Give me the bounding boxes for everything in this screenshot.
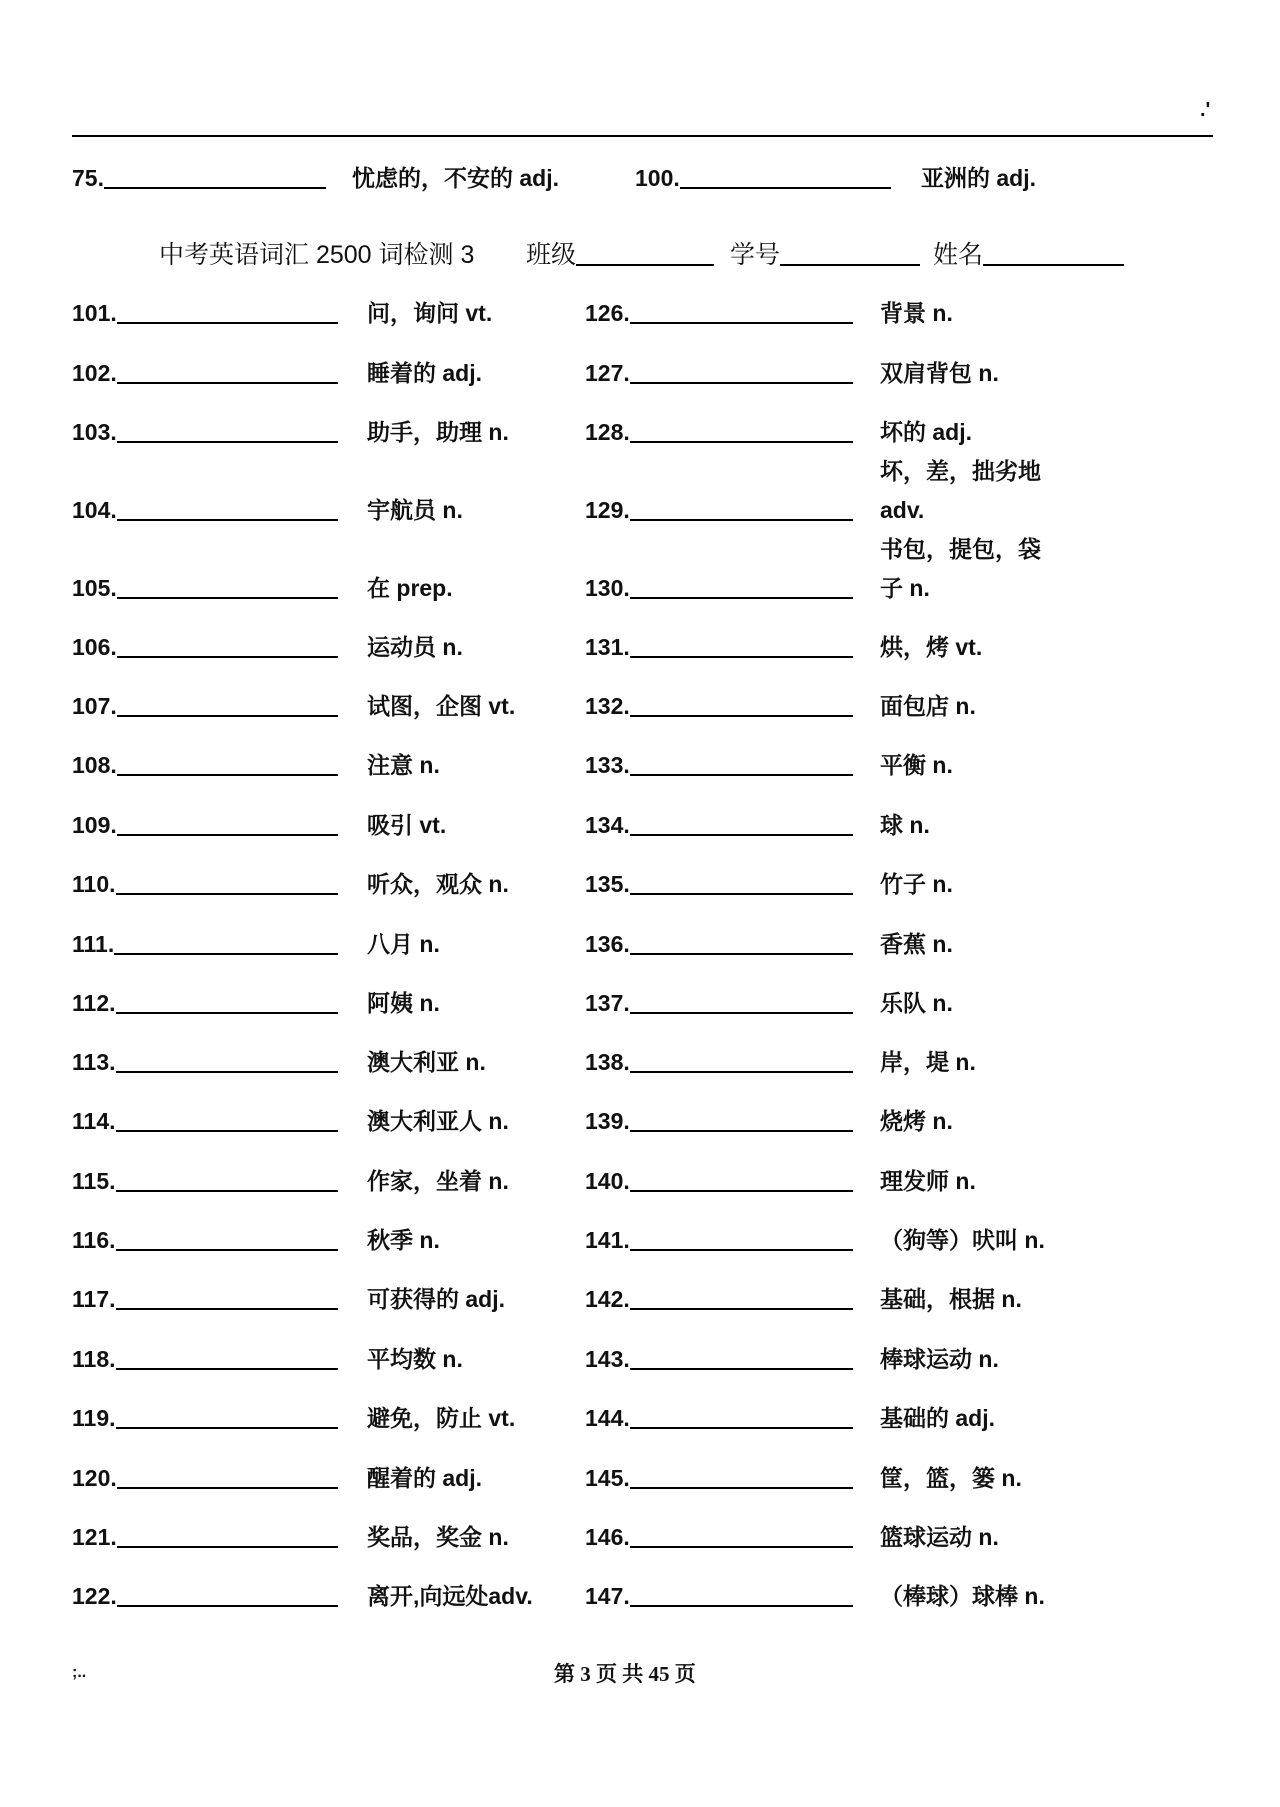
- item-meaning: 忧虑的，不安的 adj.: [352, 165, 560, 191]
- item-meaning-line: 澳大利亚人 n.: [367, 1108, 509, 1134]
- item-meaning-line: 试图，企图 vt.: [367, 693, 516, 719]
- item-meaning: [367, 687, 515, 726]
- item-number-cell: [72, 1162, 338, 1201]
- item-meaning-line: 宇航员 n.: [367, 497, 463, 523]
- item-number: 101.: [72, 300, 117, 326]
- answer-blank: [630, 1288, 853, 1310]
- item-meaning-line: 子 n.: [880, 575, 930, 601]
- item-number: 119.: [72, 1405, 116, 1431]
- answer-blank: [104, 167, 326, 189]
- item-meaning-line: 烧烤 n.: [880, 1108, 953, 1134]
- answer-blank: [117, 1526, 338, 1548]
- item-meaning-line: 阿姨 n.: [367, 990, 440, 1016]
- item-meaning-line: 运动员 n.: [367, 634, 463, 660]
- item-number: 134.: [585, 812, 630, 838]
- item-number-cell: [72, 294, 338, 333]
- item-meaning: [880, 1280, 1022, 1319]
- item-number-cell: [72, 1340, 338, 1379]
- item-number-cell: [585, 925, 853, 964]
- item-number-cell: [585, 413, 853, 452]
- item-meaning-line: 注意 n.: [367, 752, 440, 778]
- name-label: 姓名: [933, 241, 984, 269]
- item-meaning: [367, 1399, 515, 1438]
- item-number-cell: [72, 1518, 338, 1557]
- item-number: 109.: [72, 812, 117, 838]
- item-meaning: [880, 1102, 953, 1141]
- item-meaning-line: 奖品，奖金 n.: [367, 1524, 509, 1550]
- item-meaning: [880, 1518, 999, 1557]
- header-rule: [72, 135, 1213, 137]
- item-meaning-line: 理发师 n.: [880, 1168, 976, 1194]
- answer-blank: [630, 1407, 853, 1429]
- answer-blank: [116, 1110, 339, 1132]
- item-meaning: [367, 1577, 533, 1616]
- item-meaning: [880, 746, 953, 785]
- item-meaning-line: 避免，防止 vt.: [367, 1405, 516, 1431]
- item-meaning-line: adv.: [880, 497, 925, 523]
- student-id-blank: [780, 244, 920, 266]
- item-meaning-line: 烘，烤 vt.: [880, 634, 983, 660]
- item-meaning: [367, 294, 492, 333]
- item-meaning: [367, 1280, 505, 1319]
- item-meaning-line: 平衡 n.: [880, 752, 953, 778]
- answer-blank: [117, 695, 338, 717]
- answer-blank: [630, 499, 853, 521]
- answer-blank: [117, 814, 338, 836]
- item-meaning-line: 秋季 n.: [367, 1227, 440, 1253]
- answer-blank: [117, 302, 338, 324]
- item-number: 140.: [585, 1168, 630, 1194]
- answer-blank: [116, 1348, 339, 1370]
- item-number-cell: [585, 1280, 853, 1319]
- item-number-cell: [72, 1043, 338, 1082]
- item-meaning: [367, 1043, 486, 1082]
- item-meaning: [367, 1162, 509, 1201]
- answer-blank: [630, 362, 853, 384]
- item-number-cell: [585, 1577, 853, 1616]
- item-number: 111.: [72, 931, 115, 957]
- item-meaning-line: 问，询问 vt.: [367, 300, 493, 326]
- item-number: 129.: [585, 497, 630, 523]
- worksheet-title: 中考英语词汇 2500 词检测 3: [159, 241, 475, 269]
- item-meaning-line: 双肩背包 n.: [880, 360, 999, 386]
- student-id-field: [730, 235, 920, 275]
- name-field: [933, 235, 1124, 275]
- item-meaning-line: 助手，助理 n.: [367, 419, 509, 445]
- item-number: 145.: [585, 1465, 630, 1491]
- item-number: 100.: [635, 165, 680, 191]
- answer-blank: [630, 1229, 853, 1251]
- item-meaning: [880, 1340, 999, 1379]
- item-number-cell: [585, 569, 853, 608]
- item-number-cell: [72, 1280, 338, 1319]
- item-number: 147.: [585, 1583, 630, 1609]
- item-meaning-line: 听众，观众 n.: [367, 871, 509, 897]
- item-meaning-line: 香蕉 n.: [880, 931, 953, 957]
- answer-blank: [630, 1110, 853, 1132]
- class-blank: [576, 244, 714, 266]
- answer-blank: [630, 636, 853, 658]
- item-number: 135.: [585, 871, 630, 897]
- answer-blank: [116, 873, 339, 895]
- item-number-cell: [635, 159, 891, 198]
- item-meaning: [367, 1221, 440, 1260]
- item-number: 103.: [72, 419, 117, 445]
- item-number-cell: [585, 354, 853, 393]
- item-number: 102.: [72, 360, 117, 386]
- item-meaning-line: 基础的 adj.: [880, 1405, 996, 1431]
- item-number: 121.: [72, 1524, 117, 1550]
- item-number-cell: [72, 1577, 338, 1616]
- item-number: 116.: [72, 1227, 116, 1253]
- item-number: 107.: [72, 693, 117, 719]
- item-meaning-line: 吸引 vt.: [367, 812, 447, 838]
- item-number: 104.: [72, 497, 117, 523]
- answer-blank: [630, 1585, 853, 1607]
- item-meaning-line: 平均数 n.: [367, 1346, 463, 1372]
- answer-blank: [630, 1051, 853, 1073]
- item-number: 108.: [72, 752, 117, 778]
- item-meaning-line: 澳大利亚 n.: [367, 1049, 486, 1075]
- item-meaning-line: 睡着的 adj.: [367, 360, 483, 386]
- item-meaning: [880, 452, 1041, 530]
- answer-blank: [630, 302, 853, 324]
- item-meaning: [367, 1518, 509, 1557]
- page-number: 第 3 页 共 45 页: [554, 1662, 696, 1686]
- item-meaning-line: 竹子 n.: [880, 871, 953, 897]
- item-meaning-line: 面包店 n.: [880, 693, 976, 719]
- item-meaning: [880, 806, 930, 845]
- item-number-cell: [585, 1340, 853, 1379]
- item-number: 132.: [585, 693, 630, 719]
- item-number: 106.: [72, 634, 117, 660]
- item-number-cell: [585, 1221, 853, 1260]
- item-meaning-line: 棒球运动 n.: [880, 1346, 999, 1372]
- answer-blank: [630, 1526, 853, 1548]
- item-meaning-line: 作家，坐着 n.: [367, 1168, 509, 1194]
- item-number: 118.: [72, 1346, 116, 1372]
- corner-mark: .': [1200, 99, 1211, 121]
- item-number: 136.: [585, 931, 630, 957]
- answer-blank: [117, 636, 338, 658]
- footer-mark: ;..: [72, 1664, 87, 1681]
- item-number: 105.: [72, 575, 117, 601]
- item-number: 75.: [72, 165, 104, 191]
- item-number-cell: [72, 925, 338, 964]
- item-number-cell: [585, 1162, 853, 1201]
- item-meaning-line: 球 n.: [880, 812, 930, 838]
- item-meaning-line: 离开,向远处adv.: [367, 1583, 533, 1609]
- answer-blank: [116, 1170, 339, 1192]
- item-number: 142.: [585, 1286, 630, 1312]
- item-number: 115.: [72, 1168, 116, 1194]
- item-meaning: [880, 865, 953, 904]
- item-meaning-line: （狗等）吠叫 n.: [880, 1227, 1045, 1253]
- item-meaning: [367, 865, 509, 904]
- answer-blank: [630, 577, 853, 599]
- item-meaning: [880, 530, 1041, 608]
- item-number: 127.: [585, 360, 630, 386]
- class-field: [526, 235, 714, 275]
- item-meaning: [880, 925, 953, 964]
- answer-blank: [630, 1348, 853, 1370]
- answer-blank: [630, 754, 853, 776]
- item-meaning-line: 岸，堤 n.: [880, 1049, 976, 1075]
- item-number-cell: [72, 1399, 338, 1438]
- answer-blank: [117, 499, 338, 521]
- item-number-cell: [72, 1221, 338, 1260]
- item-meaning: [880, 1043, 976, 1082]
- answer-blank: [630, 933, 853, 955]
- item-number-cell: [72, 159, 326, 198]
- item-meaning: [367, 413, 509, 452]
- item-number: 120.: [72, 1465, 117, 1491]
- item-meaning: [367, 628, 463, 667]
- answer-blank: [630, 695, 853, 717]
- item-meaning: [880, 984, 953, 1023]
- item-number-cell: [585, 984, 853, 1023]
- item-meaning: [880, 1162, 976, 1201]
- item-number: 110.: [72, 871, 116, 897]
- item-meaning-line: 乐队 n.: [880, 990, 953, 1016]
- item-meaning-line: 醒着的 adj.: [367, 1465, 483, 1491]
- item-number: 138.: [585, 1049, 630, 1075]
- item-meaning-line: 基础，根据 n.: [880, 1286, 1022, 1312]
- item-meaning: [367, 1459, 482, 1498]
- item-number-cell: [72, 354, 338, 393]
- item-meaning: [367, 1102, 509, 1141]
- item-number: 143.: [585, 1346, 630, 1372]
- item-meaning: [880, 294, 953, 333]
- item-meaning-line: 坏，差，拙劣地: [880, 458, 1041, 484]
- item-meaning: [880, 354, 999, 393]
- item-meaning-line: 八月 n.: [367, 931, 440, 957]
- item-number: 137.: [585, 990, 630, 1016]
- item-meaning-line: 书包，提包，袋: [880, 536, 1041, 562]
- item-number-cell: [585, 294, 853, 333]
- item-number-cell: [585, 1518, 853, 1557]
- item-meaning-line: 在 prep.: [367, 575, 453, 601]
- item-meaning: [880, 1399, 995, 1438]
- item-number: 141.: [585, 1227, 630, 1253]
- answer-blank: [117, 1467, 338, 1489]
- worksheet-title-line: [0, 235, 1280, 275]
- item-number-cell: [72, 491, 338, 530]
- class-label: 班级: [526, 241, 577, 269]
- answer-blank: [630, 992, 853, 1014]
- item-number-cell: [585, 1102, 853, 1141]
- answer-blank: [116, 992, 339, 1014]
- item-number-cell: [585, 865, 853, 904]
- answer-blank: [116, 1288, 339, 1310]
- item-number-cell: [585, 1043, 853, 1082]
- item-number-cell: [585, 687, 853, 726]
- answer-blank: [630, 421, 853, 443]
- item-number-cell: [585, 1459, 853, 1498]
- answer-blank: [117, 577, 338, 599]
- item-meaning: [367, 1340, 463, 1379]
- item-number-cell: [72, 413, 338, 452]
- answer-blank: [117, 421, 338, 443]
- item-meaning: [367, 806, 446, 845]
- item-meaning-line: 背景 n.: [880, 300, 953, 326]
- item-number: 114.: [72, 1108, 116, 1134]
- item-meaning-line: 筐，篮，篓 n.: [880, 1465, 1022, 1491]
- item-number-cell: [585, 628, 853, 667]
- item-meaning: [880, 1577, 1045, 1616]
- item-meaning: [367, 746, 440, 785]
- item-number-cell: [72, 569, 338, 608]
- answer-blank: [114, 933, 338, 955]
- item-meaning: [880, 1459, 1022, 1498]
- answer-blank: [630, 1467, 853, 1489]
- item-number: 126.: [585, 300, 630, 326]
- item-meaning: [880, 413, 972, 452]
- item-number: 113.: [72, 1049, 116, 1075]
- item-number-cell: [585, 1399, 853, 1438]
- item-number: 139.: [585, 1108, 630, 1134]
- item-number-cell: [72, 746, 338, 785]
- item-number: 117.: [72, 1286, 116, 1312]
- item-meaning-line: 可获得的 adj.: [367, 1286, 506, 1312]
- item-meaning: [367, 569, 453, 608]
- answer-blank: [116, 1407, 339, 1429]
- item-number: 112.: [72, 990, 116, 1016]
- answer-blank: [116, 1229, 339, 1251]
- item-number-cell: [72, 806, 338, 845]
- answer-blank: [117, 754, 338, 776]
- item-number: 128.: [585, 419, 630, 445]
- item-meaning: [367, 984, 440, 1023]
- answer-blank: [116, 1051, 339, 1073]
- item-number-cell: [585, 746, 853, 785]
- item-number-cell: [72, 1459, 338, 1498]
- answer-blank: [117, 362, 338, 384]
- item-number: 144.: [585, 1405, 630, 1431]
- item-meaning: 亚洲的 adj.: [921, 165, 1037, 191]
- item-number-cell: [72, 865, 338, 904]
- answer-blank: [117, 1585, 338, 1607]
- item-number: 146.: [585, 1524, 630, 1550]
- item-meaning-line: （棒球）球棒 n.: [880, 1583, 1045, 1609]
- item-number: 131.: [585, 634, 630, 660]
- item-meaning: [880, 628, 982, 667]
- item-number: 133.: [585, 752, 630, 778]
- item-number-cell: [72, 687, 338, 726]
- item-number-cell: [72, 628, 338, 667]
- item-meaning: [880, 687, 976, 726]
- student-id-label: 学号: [730, 241, 781, 269]
- answer-blank: [630, 873, 853, 895]
- item-meaning-line: 坏的 adj.: [880, 419, 973, 445]
- item-meaning: [880, 1221, 1045, 1260]
- item-meaning: [367, 925, 440, 964]
- item-number-cell: [72, 1102, 338, 1141]
- item-meaning-line: 篮球运动 n.: [880, 1524, 999, 1550]
- item-number: 122.: [72, 1583, 117, 1609]
- answer-blank: [630, 1170, 853, 1192]
- item-number-cell: [72, 984, 338, 1023]
- item-meaning: [367, 354, 482, 393]
- item-number: 130.: [585, 575, 630, 601]
- item-number-cell: [585, 806, 853, 845]
- name-blank: [983, 244, 1124, 266]
- item-number-cell: [585, 491, 853, 530]
- answer-blank: [630, 814, 853, 836]
- answer-blank: [680, 167, 891, 189]
- item-meaning: [367, 491, 463, 530]
